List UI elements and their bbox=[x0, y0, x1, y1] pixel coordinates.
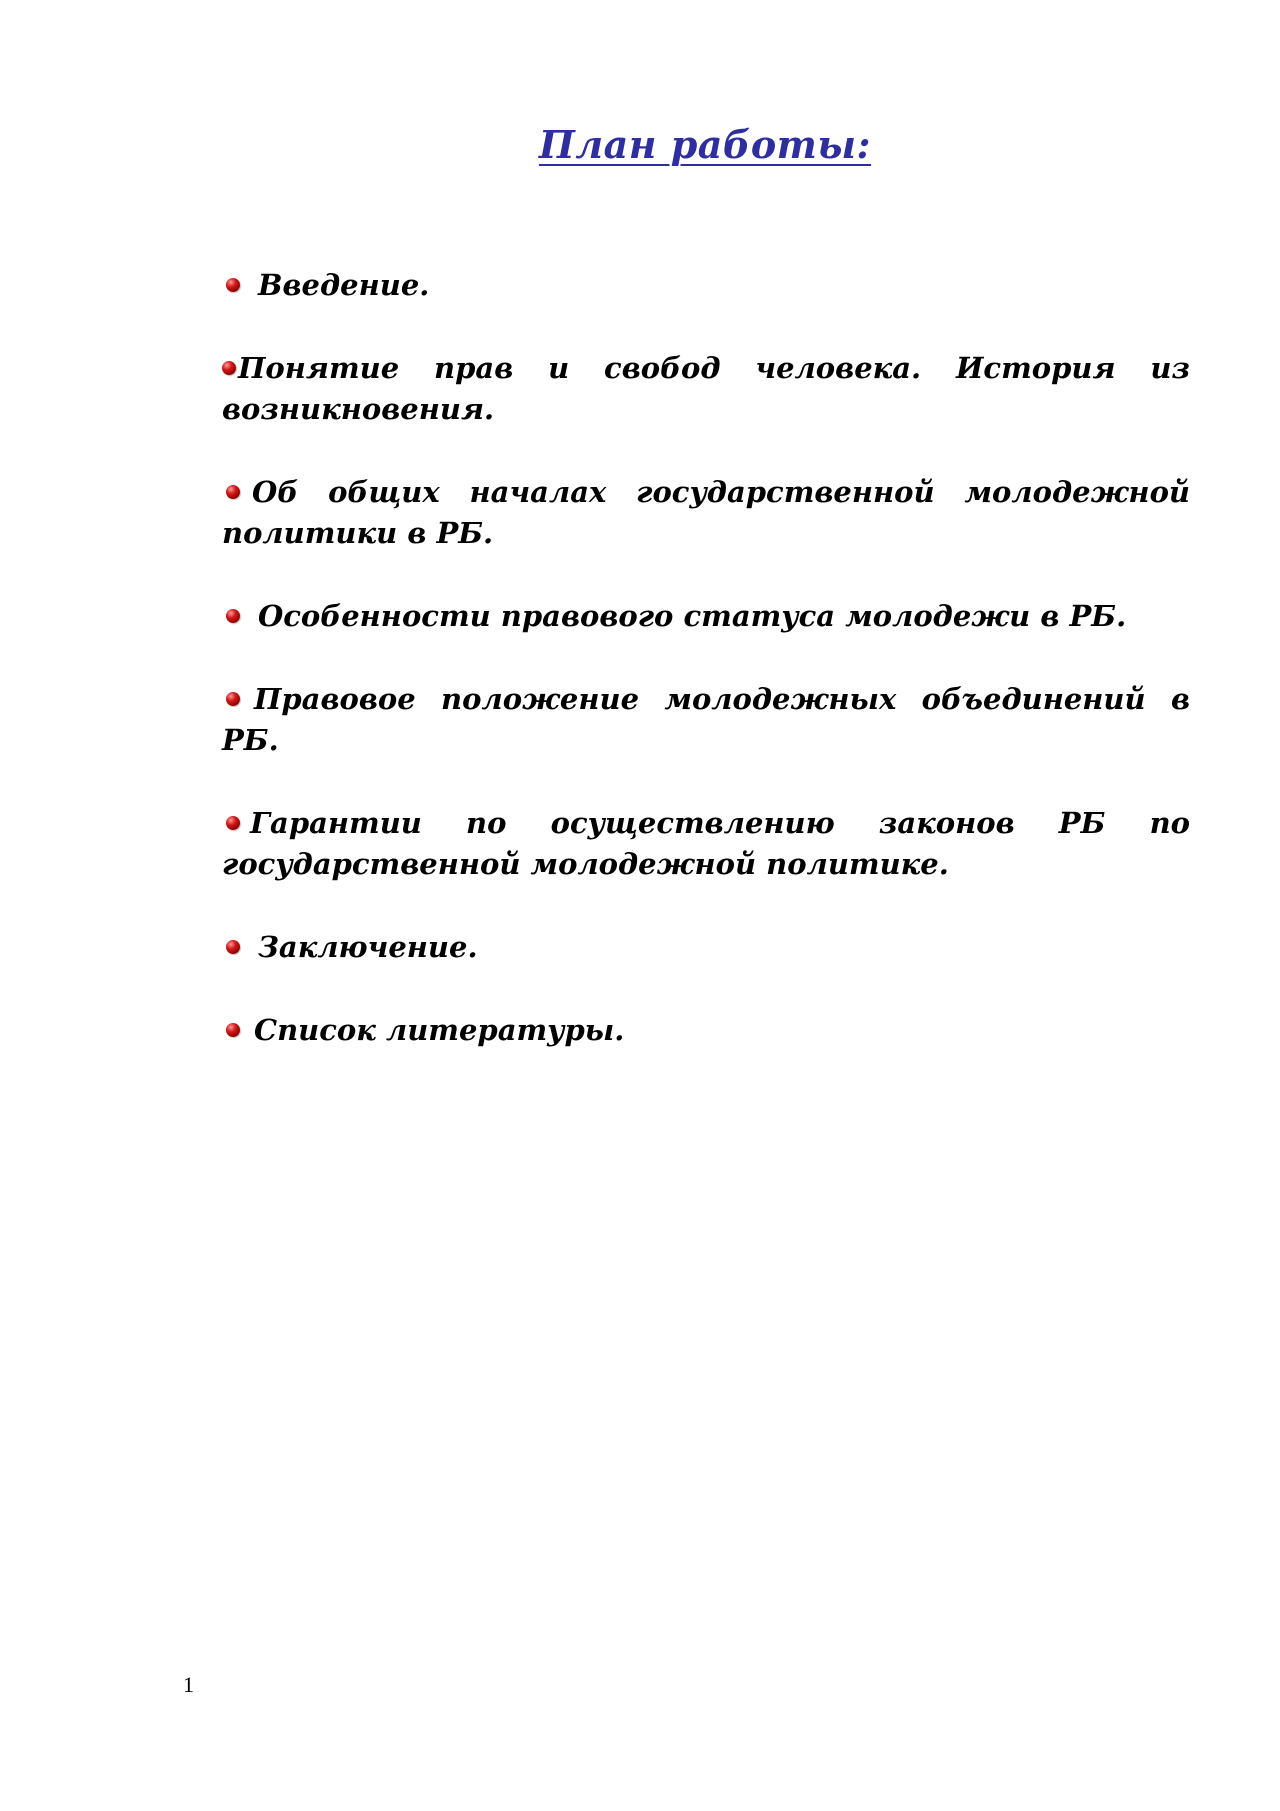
list-item-text: Особенности правового статуса молодежи в РБ. bbox=[258, 599, 1127, 633]
list-item-text: Понятие прав и свобод человека. История из возникновения. bbox=[222, 351, 1190, 426]
list-item-text: Введение. bbox=[258, 268, 430, 302]
list-item bbox=[222, 596, 1190, 637]
red-sphere-bullet-icon bbox=[226, 485, 240, 499]
red-sphere-bullet-icon bbox=[226, 278, 240, 292]
red-sphere-bullet-icon bbox=[222, 361, 236, 375]
list-item-text: Об общих началах государственной молодежной политики в РБ. bbox=[222, 475, 1190, 550]
list-item bbox=[222, 927, 1190, 968]
list-item bbox=[222, 1010, 1190, 1051]
list-item bbox=[222, 803, 1190, 885]
red-sphere-bullet-icon bbox=[226, 1023, 240, 1037]
list-item-text: Правовое положение молодежных объединений в РБ. bbox=[222, 682, 1190, 757]
list-item bbox=[222, 348, 1190, 430]
list-item-text: Список литературы. bbox=[254, 1013, 625, 1047]
red-sphere-bullet-icon bbox=[226, 609, 240, 623]
red-sphere-bullet-icon bbox=[226, 940, 240, 954]
red-sphere-bullet-icon bbox=[226, 816, 240, 830]
red-sphere-bullet-icon bbox=[226, 692, 240, 706]
list-item bbox=[222, 265, 1190, 306]
list-item bbox=[222, 679, 1190, 761]
plan-list bbox=[222, 265, 1190, 1093]
list-item bbox=[222, 472, 1190, 554]
page-number: 1 bbox=[183, 1672, 194, 1697]
list-item-text: Заключение. bbox=[258, 930, 478, 964]
list-item-text: Гарантии по осуществлению законов РБ по государственной молодежной политике. bbox=[222, 806, 1190, 881]
page-title: План работы: bbox=[538, 122, 872, 167]
